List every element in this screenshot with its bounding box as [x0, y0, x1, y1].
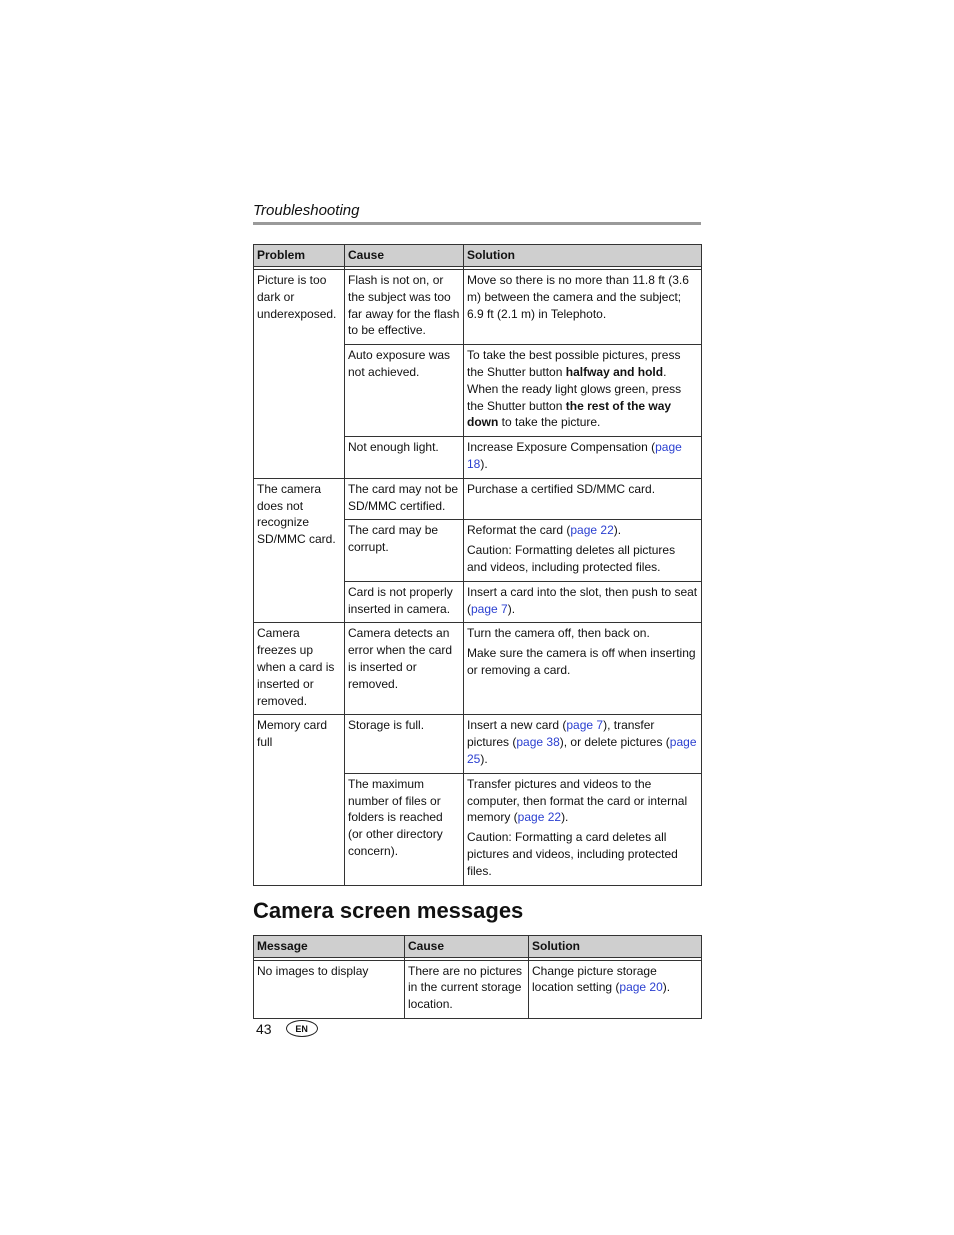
solution-cell: Insert a card into the slot, then push to seat (page 7).	[464, 581, 702, 623]
column-header-solution: Solution	[464, 245, 702, 267]
page-link[interactable]: page 20	[619, 980, 663, 995]
solution-cell: Move so there is no more than 11.8 ft (3.6 m) between the camera and the subject; 6.9 ft (2.1 m) in Telephoto.	[464, 270, 702, 345]
solution-cell: Transfer pictures and videos to the computer, then format the card or internal memory (page 22). Caution: Formatting a card deletes all pictures and videos, including protected files.	[464, 773, 702, 885]
page-link[interactable]: page 18	[467, 440, 682, 471]
cause-cell: Flash is not on, or the subject was too far away for the flash to be effective.	[345, 270, 464, 345]
cause-cell: The card may not be SD/MMC certified.	[345, 478, 464, 520]
page-link[interactable]: page 7	[471, 601, 508, 616]
solution-cell: Reformat the card (page 22). Caution: Formatting deletes all pictures and videos, including protected files.	[464, 520, 702, 581]
table-row	[254, 715, 702, 773]
cause-cell: The maximum number of files or folders is reached (or other directory concern).	[345, 773, 464, 885]
cause-cell: Storage is full.	[345, 715, 464, 773]
cause-cell: Auto exposure was not achieved.	[345, 345, 464, 437]
page-footer	[256, 1020, 318, 1037]
solution-cell: Turn the camera off, then back on. Make sure the camera is off when inserting or removing a card.	[464, 623, 702, 715]
problem-cell: The camera does not recognize SD/MMC card.	[254, 478, 345, 623]
column-header-problem: Problem	[254, 245, 345, 267]
table-row	[254, 960, 702, 1018]
page-number: 43	[256, 1020, 272, 1037]
caution-note: Caution: Formatting a card deletes all pictures and videos, including protected files.	[467, 830, 678, 878]
section-header: Troubleshooting	[253, 202, 360, 219]
language-badge-icon: EN	[286, 1020, 318, 1037]
cause-cell: Card is not properly inserted in camera.	[345, 581, 464, 623]
solution-cell: Purchase a certified SD/MMC card.	[464, 478, 702, 520]
page-link[interactable]: page 22	[570, 523, 614, 538]
solution-cell: To take the best possible pictures, press the Shutter button halfway and hold. When the ready light glows green, press the Shutter button the rest of the way down to take the picture.	[464, 345, 702, 437]
table-row	[254, 623, 702, 715]
solution-cell: Insert a new card (page 7), transfer pictures (page 38), or delete pictures (page 25).	[464, 715, 702, 773]
column-header-solution: Solution	[529, 935, 702, 957]
caution-note: Caution: Formatting deletes all pictures and videos, including protected files.	[467, 543, 676, 574]
page-link[interactable]: page 22	[517, 810, 562, 825]
page-link[interactable]: page 7	[566, 718, 604, 733]
cause-cell: Not enough light.	[345, 437, 464, 479]
table-row	[254, 478, 702, 520]
troubleshooting-table	[253, 244, 702, 886]
header-rule	[253, 222, 701, 225]
document-page	[253, 200, 701, 1019]
problem-cell: Picture is too dark or underexposed.	[254, 270, 345, 479]
problem-cell: Memory card full	[254, 715, 345, 885]
cause-cell: There are no pictures in the current storage location.	[405, 960, 529, 1018]
problem-cell: Camera freezes up when a card is inserted or removed.	[254, 623, 345, 715]
column-header-message: Message	[254, 935, 405, 957]
cause-cell: The card may be corrupt.	[345, 520, 464, 581]
column-header-cause: Cause	[405, 935, 529, 957]
solution-cell: Change picture storage location setting (page 20).	[529, 960, 702, 1018]
page-link[interactable]: page 38	[516, 735, 560, 750]
solution-cell: Increase Exposure Compensation (page 18).	[464, 437, 702, 479]
table-row	[254, 270, 702, 345]
cause-cell: Camera detects an error when the card is inserted or removed.	[345, 623, 464, 715]
section-title: Camera screen messages	[253, 897, 524, 923]
page-link[interactable]: page 25	[467, 735, 697, 766]
messages-table	[253, 935, 702, 1019]
column-header-cause: Cause	[345, 245, 464, 267]
message-cell: No images to display	[254, 960, 405, 1018]
